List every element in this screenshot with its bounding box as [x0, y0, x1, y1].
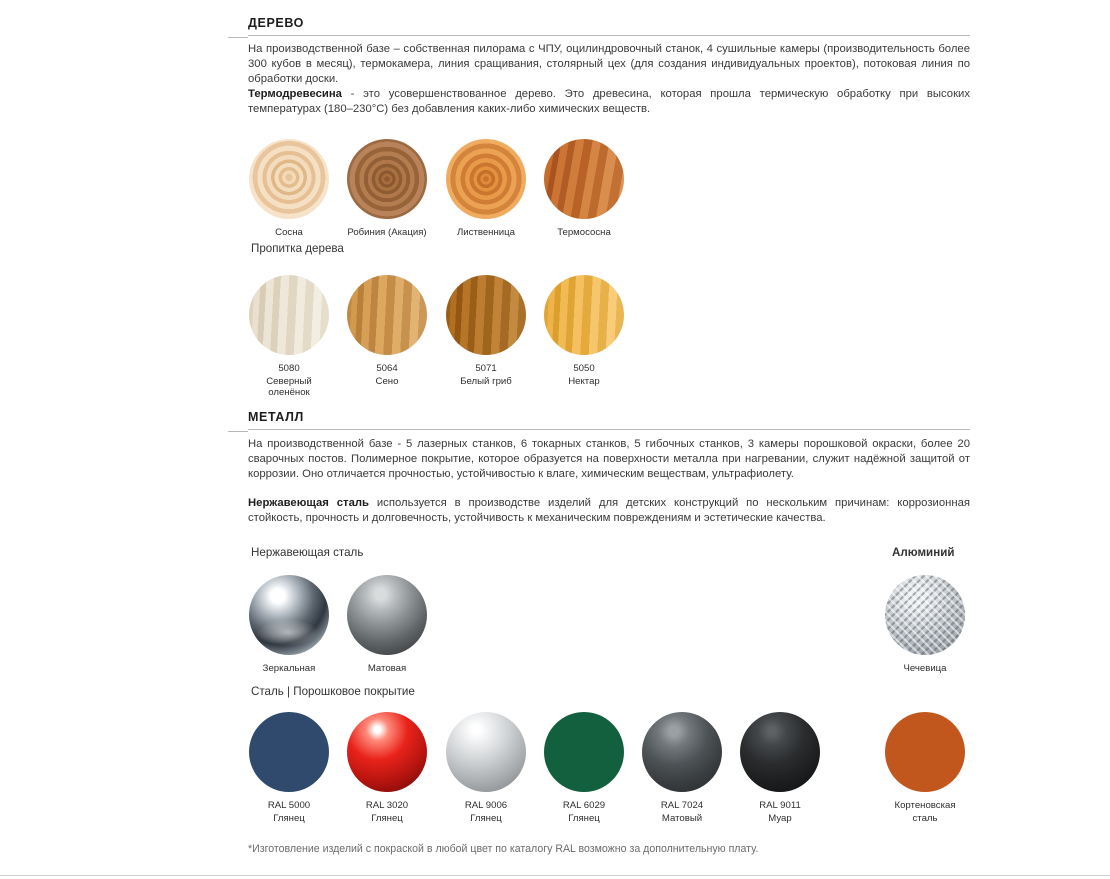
swatch-impregnation-3[interactable] — [544, 275, 624, 387]
swatch-impregnation-1-disc — [347, 275, 427, 355]
wood-paragraph-2-bold: Термодревесина — [248, 88, 342, 100]
swatch-wood-3-label: Термососна — [557, 227, 611, 238]
wood-paragraph-2 — [248, 87, 970, 117]
swatch-impregnation-3-disc — [544, 275, 624, 355]
swatch-powder-4-finish: Матовый — [661, 812, 703, 824]
swatch-impregnation-1-name1: Сено — [375, 375, 399, 387]
swatch-powder-5-finish: Муар — [768, 812, 792, 824]
swatch-stainless-0-disc — [249, 575, 329, 655]
swatch-stainless-1[interactable] — [347, 575, 427, 675]
metal-paragraph-2-bold: Нержавеющая сталь — [248, 497, 369, 509]
swatch-wood-1[interactable] — [347, 139, 427, 239]
wood-header-left-rule — [228, 37, 248, 38]
swatch-powder-6-disc — [885, 712, 965, 792]
swatch-powder-4-code: RAL 7024 — [660, 800, 704, 811]
swatch-powder-4-disc — [642, 712, 722, 792]
swatch-impregnation-2-name1: Белый гриб — [460, 375, 512, 387]
swatch-impregnation-2-disc — [446, 275, 526, 355]
swatch-impregnation-1[interactable] — [347, 275, 427, 387]
swatch-powder-3[interactable] — [544, 712, 624, 824]
swatch-impregnation-0-name2: оленёнок — [268, 387, 310, 399]
swatch-stainless-1-disc — [347, 575, 427, 655]
swatch-powder-1-finish: Глянец — [371, 812, 403, 824]
swatch-powder-2-disc — [446, 712, 526, 792]
metal-header-left-rule — [228, 431, 248, 432]
swatch-wood-2-disc — [446, 139, 526, 219]
swatch-impregnation-3-name1: Нектар — [568, 375, 600, 387]
swatch-wood-0-label: Сосна — [275, 227, 303, 238]
swatch-wood-0-disc — [249, 139, 329, 219]
swatch-powder-0-finish: Глянец — [273, 812, 305, 824]
swatch-powder-5-code: RAL 9011 — [759, 800, 801, 811]
swatch-wood-2-label: Лиственница — [457, 227, 515, 238]
swatch-impregnation-2-code: 5071 — [475, 363, 497, 374]
swatch-wood-3[interactable] — [544, 139, 624, 239]
swatch-wood-0[interactable] — [249, 139, 329, 239]
metal-section-title: МЕТАЛЛ — [248, 410, 304, 424]
swatch-powder-1-code: RAL 3020 — [365, 800, 409, 811]
metal-section-header — [248, 410, 970, 430]
swatch-powder-1-disc — [347, 712, 427, 792]
swatch-powder-0[interactable] — [249, 712, 329, 824]
swatch-powder-5[interactable] — [740, 712, 820, 824]
swatch-aluminium-0-disc — [885, 575, 965, 655]
swatch-impregnation-0[interactable] — [249, 275, 329, 399]
wood-paragraph-2-rest: - это усовершенствованное дерево. Это древесина, которая прошла термическую обработку при высоких температурах (180–230°C) без добавления каких-либо химических веществ. — [248, 88, 970, 116]
swatch-powder-5-disc — [740, 712, 820, 792]
swatch-powder-1[interactable] — [347, 712, 427, 824]
swatch-wood-2[interactable] — [446, 139, 526, 239]
wood-section-title: ДЕРЕВО — [248, 16, 304, 30]
swatch-impregnation-0-name1: Северный — [266, 375, 312, 387]
metal-header-rule — [248, 429, 970, 430]
swatch-powder-6-finish: сталь — [912, 812, 938, 824]
swatch-wood-3-disc — [544, 139, 624, 219]
swatch-wood-1-label: Робиния (Акация) — [347, 227, 427, 238]
swatch-stainless-0-label: Зеркальная — [262, 663, 316, 674]
wood-section-header — [248, 16, 970, 36]
swatch-powder-2-code: RAL 9006 — [464, 800, 508, 811]
swatch-powder-3-code: RAL 6029 — [562, 800, 606, 811]
page-bottom-rule — [0, 875, 1110, 876]
swatch-wood-1-disc — [347, 139, 427, 219]
swatch-powder-2[interactable] — [446, 712, 526, 824]
impregnation-label: Пропитка дерева — [251, 242, 344, 255]
swatch-stainless-1-label: Матовая — [367, 663, 407, 674]
swatch-impregnation-2[interactable] — [446, 275, 526, 387]
swatch-impregnation-3-code: 5050 — [573, 363, 595, 374]
metal-paragraph-1: На производственной базе - 5 лазерных станков, 6 токарных станков, 5 гибочных станков, 3 камеры порошковой окраски, более 20 сварочных постов. Полимерное покрытие, которое образуется на поверхности металла при нагревании, служит надёжной защитой от коррозии. Оно отличается прочностью, устойчивостью к влаге, химическим веществам, ультрафиолету. — [248, 438, 970, 481]
swatch-powder-6-code: Кортеновская — [894, 800, 956, 811]
wood-header-rule — [248, 35, 970, 36]
aluminium-label: Алюминий — [892, 546, 955, 559]
metal-paragraph-2-rest: используется в производстве изделий для детских конструкций по нескольким причинам: коррозионная стойкость, прочность и долговечность, устойчивость к механическим повреждениям и эстетические качества. — [248, 497, 970, 525]
wood-paragraph-1: На производственной базе – собственная пилорама с ЧПУ, оцилиндровочный станок, 4 сушильные камеры (производительность более 300 кубов в месяц), термокамера, линия сращивания, столярный цех (для создания индивидуальных проектов), потоковая линия по обработки доски. — [248, 43, 970, 86]
powder-coating-label: Сталь | Порошковое покрытие — [251, 685, 415, 698]
swatch-impregnation-0-code: 5080 — [278, 363, 300, 374]
swatch-aluminium-0[interactable] — [885, 575, 965, 675]
swatch-powder-2-finish: Глянец — [470, 812, 502, 824]
stainless-label: Нержавеющая сталь — [251, 546, 364, 559]
swatch-powder-4[interactable] — [642, 712, 722, 824]
swatch-stainless-0[interactable] — [249, 575, 329, 675]
swatch-powder-6[interactable] — [885, 712, 965, 824]
swatch-impregnation-1-code: 5064 — [376, 363, 398, 374]
swatch-powder-3-finish: Глянец — [568, 812, 600, 824]
ral-footnote: *Изготовление изделий с покраской в любой цвет по каталогу RAL возможно за дополнительную плату. — [248, 843, 759, 855]
swatch-powder-0-code: RAL 5000 — [267, 800, 311, 811]
swatch-powder-3-disc — [544, 712, 624, 792]
metal-paragraph-2 — [248, 496, 970, 526]
swatch-impregnation-0-disc — [249, 275, 329, 355]
swatch-aluminium-0-label: Чечевица — [903, 663, 947, 674]
swatch-powder-0-disc — [249, 712, 329, 792]
